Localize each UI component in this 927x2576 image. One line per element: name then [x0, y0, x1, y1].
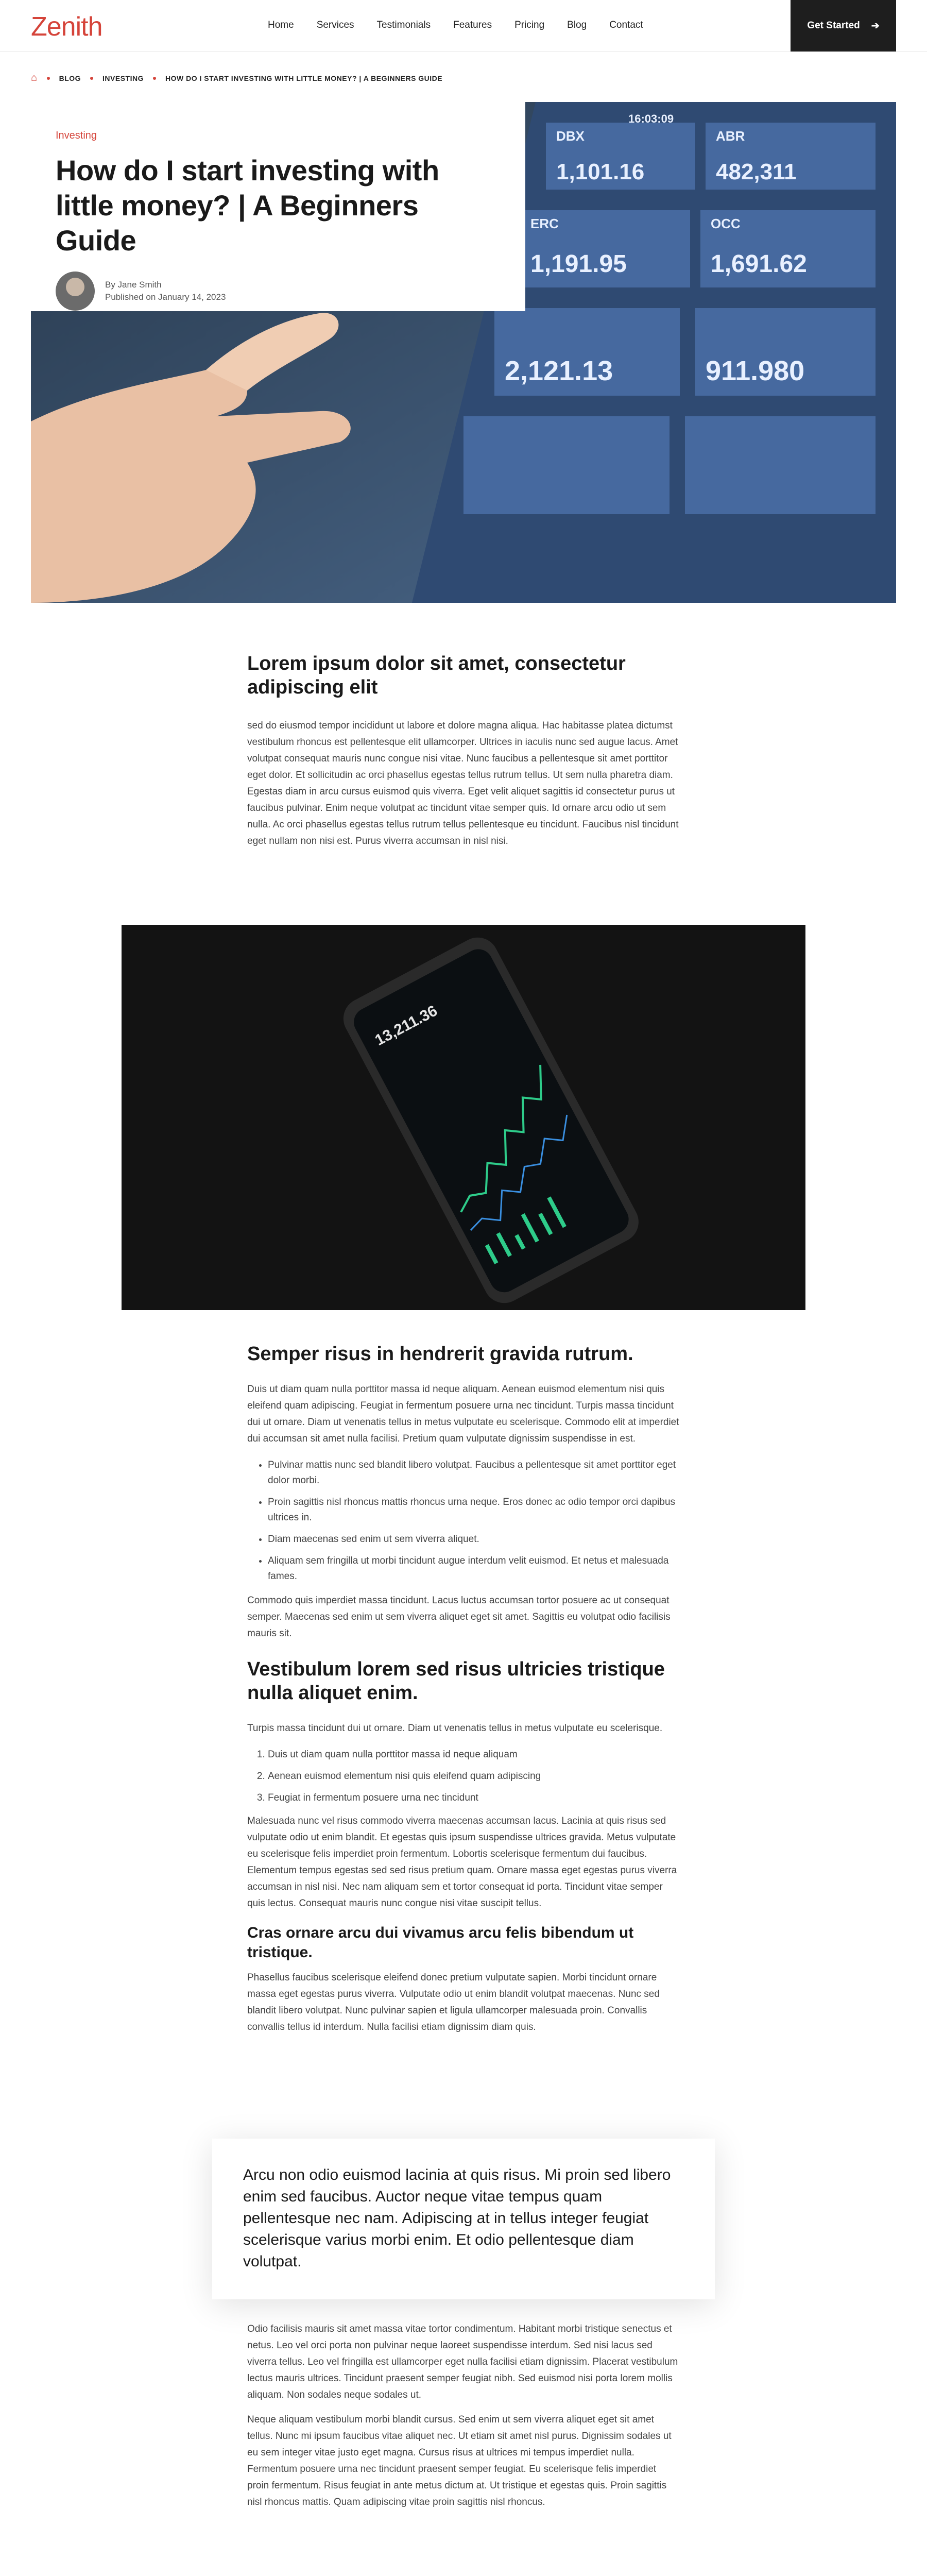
list-item: 1. Duis ut diam quam nulla porttitor massa id neque aliquam [268, 1747, 680, 1762]
paragraph: Turpis massa tincidunt dui ut ornare. Diam ut venenatis tellus in metus vulputate eu scelerisque. [247, 1723, 663, 1734]
article-section-1 [247, 652, 680, 850]
phone-chart-illustration [122, 925, 805, 1310]
breadcrumb-separator [90, 77, 93, 80]
screen-symbol-1: DBX [556, 128, 585, 144]
nav-blog[interactable]: Blog [567, 20, 587, 30]
breadcrumb-separator [47, 77, 50, 80]
paragraph: Malesuada nunc vel risus commodo viverra maecenas accumsan lacus. Lacinia at quis risus sed vulputate odio ut enim blandit. Et egestas quis ipsum suspendisse ultrices gravida. Metus vulputate eu scelerisque felis imperdiet proin fermentum. Lobortis scelerisque fermentum dui faucibus. Elementum tempus egestas sed sed risus pretium quam. Ornare massa eget egestas purus viverra accumsan in nisl nisi. Nec nam aliquam sem et tortor consequat id porta. Tincidunt vitae semper quis lectus. Consequat mauris nunc congue nisi vitae suscipit tellus. [247, 1816, 677, 1909]
screen-value-4: 1,691.62 [711, 250, 807, 278]
hero-title-card [31, 102, 525, 311]
list-item: 3. Feugiat in fermentum posuere urna nec tincidunt [268, 1790, 680, 1806]
paragraph: Neque aliquam vestibulum morbi blandit cursus. Sed enim ut sem viverra aliquet eget sit amet tellus. Nunc mi ipsum faucibus vitae aliquet nec. Ut etiam sit amet nisl purus. Dignissim sodales ut eu sem integer vitae justo eget magna. Cursus risus at ultrices mi tempus imperdiet nulla. Fermentum posuere urna nec tincidunt praesent semper feugiat. Eu scelerisque felis imperdiet proin fermentum. Risus feugiat in ante metus dictum at. Ut tristique et egestas quis. Proin sagittis nisl rhoncus mattis. Quam adipiscing vitae proin sagittis nisl rhoncus. [247, 2414, 672, 2507]
screen-value-3: 1,191.95 [530, 250, 627, 278]
nav-features[interactable]: Features [453, 20, 492, 30]
list-item: • Proin sagittis nisl rhoncus mattis rhoncus urna neque. Eros donec ac odio tempor orci dapibus ultrices in. [268, 1495, 680, 1526]
home-icon[interactable]: ⌂ [31, 72, 38, 83]
site-header [0, 0, 927, 52]
get-started-button[interactable] [791, 0, 896, 52]
published-date: Published on January 14, 2023 [105, 292, 226, 302]
breadcrumb-investing[interactable]: INVESTING [102, 74, 144, 82]
author-block [56, 272, 501, 311]
section-subheading: Cras ornare arcu dui vivamus arcu felis bibendum ut tristique. [247, 1924, 634, 1961]
list-item: • Pulvinar mattis nunc sed blandit libero volutpat. Faucibus a pellentesque sit amet porttitor eget dolor morbi. [268, 1458, 680, 1488]
screen-value-6: 911.980 [706, 355, 805, 386]
article-section-5 [247, 2321, 680, 2511]
nav-contact[interactable]: Contact [609, 20, 643, 30]
breadcrumb-current: HOW DO I START INVESTING WITH LITTLE MONEY? | A BEGINNERS GUIDE [165, 74, 443, 82]
list-item: • Aliquam sem fringilla ut morbi tincidunt augue interdum velit euismod. Et netus et malesuada fames. [268, 1553, 680, 1584]
section-heading: Semper risus in hendrerit gravida rutrum. [247, 1343, 633, 1365]
main-nav [268, 20, 643, 31]
breadcrumb-separator [153, 77, 156, 80]
nav-testimonials[interactable]: Testimonials [376, 20, 431, 30]
list-item: • Diam maecenas sed enim ut sem viverra aliquet. [268, 1532, 680, 1547]
breadcrumb-blog[interactable]: BLOG [59, 74, 81, 82]
breadcrumb [31, 72, 442, 84]
get-started-label: Get Started [807, 20, 860, 31]
paragraph: Odio facilisis mauris sit amet massa vitae tortor condimentum. Habitant morbi tristique senectus et netus. Leo vel orci porta non pulvinar neque laoreet suspendisse interdum. Sed nisi lacus sed viverra tellus. Leo vel fringilla est ullamcorper eget nulla facilisi etiam dignissim. Placerat vestibulum lectus mauris ultrices. Tincidunt praesent semper feugiat nibh. Sed euismod nisi porta lorem mollis aliquam. Non sodales neque sodales ut. [247, 2324, 678, 2400]
paragraph: Duis ut diam quam nulla porttitor massa id neque aliquam. Aenean euismod elementum nisi quis eleifend quam adipiscing. Feugiat in fermentum posuere urna nec tincidunt. Turpis massa tincidunt dui ut ornare. Diam ut venenatis tellus in metus vulputate eu scelerisque. Commodo elit at imperdiet dui accumsan sit amet nulla facilisi. Pretium quam vulputate dignissim suspendisse in est. [247, 1384, 679, 1444]
logo[interactable]: Zenith [31, 12, 102, 42]
article-section-2 [247, 1342, 680, 2036]
paragraph: sed do eiusmod tempor incididunt ut labore et dolore magna aliqua. Hac habitasse platea dictumst vestibulum rhoncus est pellentesque elit ullamcorper. Ultrices in iaculis nunc sed augue lacus. Amet volutpat consequat mauris nunc congue nisi vitae. Nunc faucibus a pellentesque sit amet porttitor eget dolor. Et sollicitudin ac orci phasellus egestas tellus rutrum tellus. Ut sem nulla pharetra diam. Egestas diam in arcu cursus euismod quis viverra. Eget velit aliquet sagittis id consectetur purus ut faucibus pulvinar. Enim neque volutpat ac tincidunt vitae semper quis. Id ornare arcu odio ut sem nulla. Ac orci phasellus egestas tellus rutrum tellus pellentesque eu tincidunt. Faucibus nisl tincidunt eget nullam non nisi est. Purus viverra accumsan in nisl nisi. [247, 720, 679, 846]
phone-chart-image [122, 925, 805, 1310]
screen-symbol-3: ERC [530, 216, 559, 231]
post-title: How do I start investing with little money? | A Beginners Guide [56, 154, 439, 257]
pull-quote [212, 2139, 715, 2299]
post-category[interactable]: Investing [56, 130, 97, 141]
screen-time: 16:03:09 [628, 112, 674, 125]
nav-pricing[interactable]: Pricing [514, 20, 545, 30]
numbered-list [247, 1747, 680, 1806]
section-heading: Vestibulum lorem sed risus ultricies tristique nulla aliquet enim. [247, 1658, 665, 1704]
list-item: 2. Aenean euismod elementum nisi quis eleifend quam adipiscing [268, 1769, 680, 1784]
screen-symbol-4: OCC [711, 216, 741, 231]
paragraph: Commodo quis imperdiet massa tincidunt. Lacus luctus accumsan tortor posuere ac ut consequat semper. Maecenas sed enim ut sem viverra aliquet eget sit amet. Sagittis eu volutpat odio facilisis mauris sit. [247, 1595, 671, 1639]
avatar [56, 272, 95, 311]
section-heading: Lorem ipsum dolor sit amet, consectetur adipiscing elit [247, 653, 626, 698]
phone-value: 13,211.36 [372, 1002, 440, 1049]
nav-home[interactable]: Home [268, 20, 294, 30]
screen-value-2: 482,311 [716, 159, 797, 184]
screen-value-5: 2,121.13 [505, 355, 613, 386]
screen-value-1: 1,101.16 [556, 159, 645, 184]
nav-services[interactable]: Services [316, 20, 354, 30]
author-name: By Jane Smith [105, 280, 162, 290]
paragraph: Phasellus faucibus scelerisque eleifend donec pretium vulputate sapien. Morbi tincidunt ornare massa eget egestas purus viverra. Vulputate odio ut enim blandit volutpat maecenas. Nunc sed blandit libero volutpat. Nunc pulvinar sapien et ligula ullamcorper malesuada proin. Convallis convallis tellus id interdum. Nulla facilisi etiam dignissim diam quis. [247, 1972, 660, 2032]
arrow-right-icon: ➔ [871, 20, 880, 31]
bullet-list [247, 1458, 680, 1584]
screen-symbol-2: ABR [716, 128, 745, 144]
quote-text: Arcu non odio euismod lacinia at quis risus. Mi proin sed libero enim sed faucibus. Auctor neque vitae tempus quam pellentesque nec nam. Adipiscing at in tellus integer feugiat scelerisque varius morbi enim. Et odio pellentesque diam volutpat. [243, 2166, 671, 2270]
